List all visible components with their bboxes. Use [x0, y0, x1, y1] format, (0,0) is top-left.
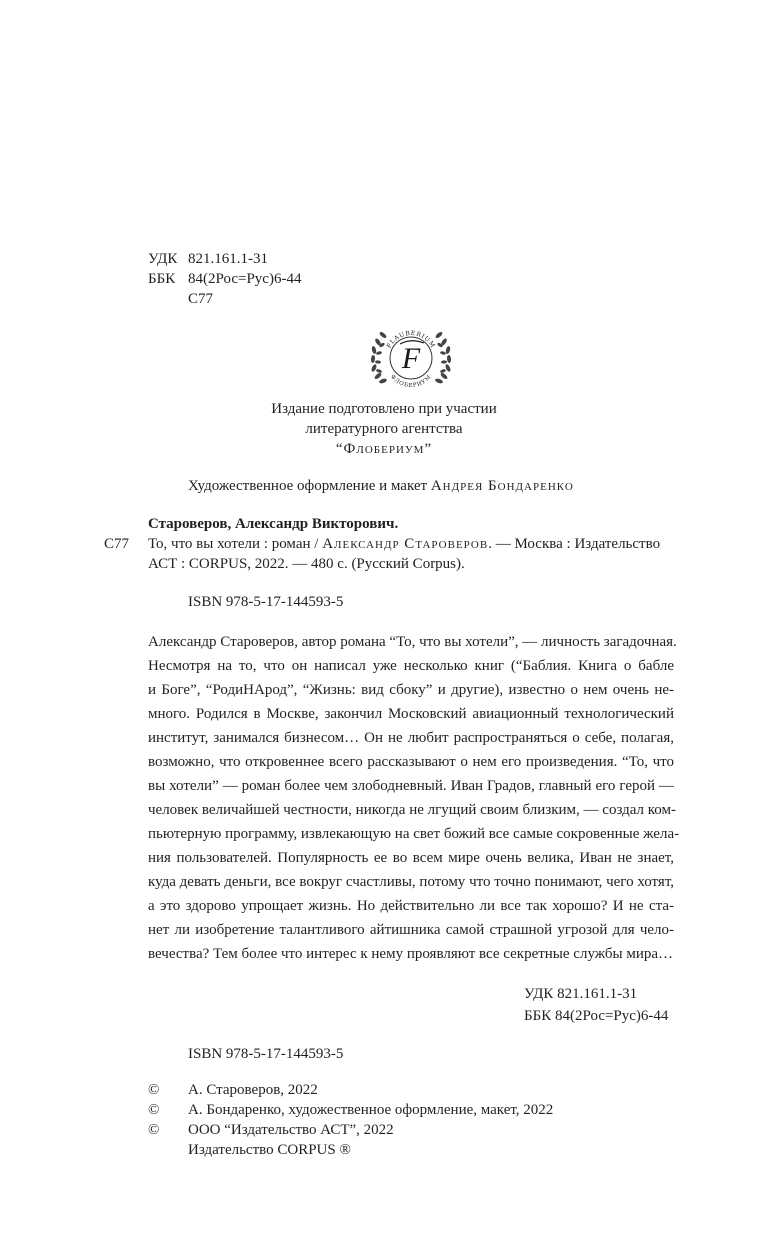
copyright-designer-text: А. Бондаренко, художественное оформление, макет, 2022	[188, 1102, 554, 1118]
agency-note-line3: “Флобериум”	[335, 441, 433, 457]
author-mark: С77	[188, 291, 214, 307]
agency-note-line2: литературного агентства	[305, 421, 463, 437]
annotation-line: возможно, что откровеннее всего рассказывают о нем его произведения. “То, что	[148, 754, 674, 770]
flauberium-logo	[364, 318, 458, 398]
bib-line1	[148, 534, 660, 554]
annotation-line: вы хотели” — роман более чем злободневный. Иван Градов, главный его герой —	[148, 778, 674, 794]
annotation-line: институт, занимался бизнесом… Он не любит распространяться о себе, полагая,	[148, 730, 674, 746]
annotation-line: куда девать деньги, все вокруг счастливы, потому что точно понимают, чего хотят,	[148, 874, 674, 890]
bib-heading: Староверов, Александр Викторович.	[148, 516, 399, 532]
flauberium-emblem-icon	[364, 318, 458, 398]
svg-text:ФЛОБЕРИУМ	[389, 374, 433, 389]
bbk-value: 84(2Рос=Рус)6-44	[188, 271, 302, 287]
udk-line	[148, 249, 268, 269]
copyright-publisher	[148, 1120, 394, 1140]
annotation-line: много. Родился в Москве, закончил Московский авиационный технологический	[148, 706, 674, 722]
publisher-imprint: Издательство CORPUS ®	[188, 1142, 351, 1158]
logo-bottom-text: ФЛОБЕРИУМ	[389, 373, 433, 390]
annotation-line: вечества? Тем более что интерес к нему проявляют все секретные службы мира…	[148, 946, 674, 962]
annotation-line: человек величайшей честности, никогда не лгущий своим близким, — создал ком-	[148, 802, 676, 818]
annotation-line: и Боге”, “РодиНАрод”, “Жизнь: вид сбоку” и другие), известно о нем очень не-	[148, 682, 674, 698]
bbk-line	[148, 269, 301, 289]
logo-letter: F	[401, 342, 421, 375]
logo-top-text: FLAUBERIUM	[385, 329, 437, 350]
bottom-udk: УДК 821.161.1-31	[524, 986, 638, 1002]
bib-author-name: Александр Староверов	[322, 536, 489, 552]
annotation-line: а это здорово упрощает жизнь. Но действительно ли все так хорошо? И не ста-	[148, 898, 674, 914]
designer-name: Андрея Бондаренко	[430, 478, 574, 494]
bib-publisher: . — Москва : Издательство	[488, 536, 661, 552]
agency-note-line1: Издание подготовлено при участии	[271, 401, 497, 417]
copyright-symbol: ©	[148, 1102, 160, 1118]
bbk-label: ББК	[148, 271, 176, 287]
udk-value: 821.161.1-31	[188, 251, 268, 267]
design-credit-prefix: Художественное оформление и макет	[188, 478, 431, 494]
copyright-publisher-text: ООО “Издательство АСТ”, 2022	[188, 1122, 394, 1138]
copyright-symbol: ©	[148, 1122, 160, 1138]
bib-line2: АСТ : CORPUS, 2022. — 480 с. (Русский Corpus).	[148, 556, 465, 572]
annotation-line: пьютерную программу, извлекающую на свет божий все самые сокровенные жела-	[148, 826, 680, 842]
design-credit	[188, 476, 574, 496]
bottom-isbn: ISBN 978-5-17-144593-5	[188, 1046, 344, 1062]
copyright-author	[148, 1080, 318, 1100]
copyright-author-text: А. Староверов, 2022	[188, 1082, 318, 1098]
bib-author-mark: С77	[104, 536, 130, 552]
udk-label: УДК	[148, 251, 178, 267]
bottom-bbk: ББК 84(2Рос=Рус)6-44	[524, 1008, 669, 1024]
annotation-line: Александр Староверов, автор романа “То, что вы хотели”, — личность загадочная.	[148, 634, 677, 650]
copyright-symbol: ©	[148, 1082, 160, 1098]
bib-title: То, что вы хотели : роман /	[148, 536, 323, 552]
copyright-designer	[148, 1100, 553, 1120]
bib-isbn: ISBN 978-5-17-144593-5	[188, 594, 344, 610]
annotation-line: Несмотря на то, что он написал уже несколько книг (“Баблия. Книга о бабле	[148, 658, 674, 674]
annotation-line: ния пользователей. Популярность ее во всем мире очень велика, Иван не знает,	[148, 850, 674, 866]
annotation-line: нет ли изобретение талантливого айтишника самой страшной угрозой для чело-	[148, 922, 674, 938]
